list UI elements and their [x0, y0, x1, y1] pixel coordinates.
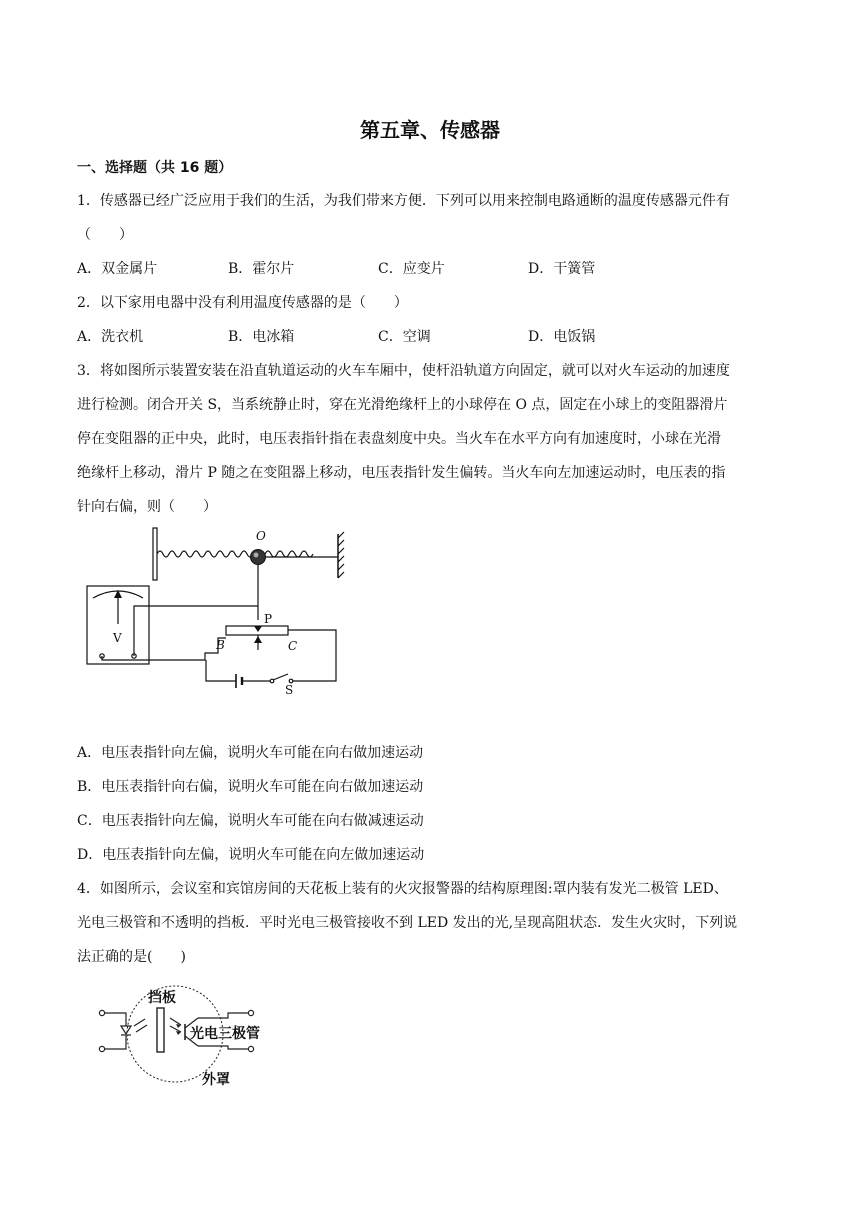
q3-option-c: C．电压表指针向左偏，说明火车可能在向右做减速运动 — [77, 813, 424, 829]
q1-option-b: B．霍尔片 — [228, 261, 295, 277]
q2-stem: 2．以下家用电器中没有利用温度传感器的是（ ） — [77, 295, 408, 311]
q3-stem-line-2: 进行检测。闭合开关 S，当系统静止时，穿在光滑绝缘杆上的小球停在 O 点，固定在小球上的变阻器滑片 — [77, 397, 728, 413]
q3-stem-line-3: 停在变阻器的正中央，此时，电压表指针指在表盘刻度中央。当火车在水平方向有加速度时，小球在光滑 — [77, 431, 721, 447]
q2-option-a: A．洗衣机 — [77, 329, 144, 345]
label-o: O — [256, 529, 266, 543]
label-cover: 外罩 — [202, 1072, 230, 1088]
fire-alarm-figure — [90, 980, 300, 1090]
label-s: S — [285, 683, 294, 697]
led-light-arrow-1 — [134, 1019, 145, 1026]
photo-wire-top — [198, 1013, 248, 1018]
wire-loop-right — [288, 630, 336, 681]
q4-stem-line-2: 光电三极管和不透明的挡板．平时光电三极管接收不到 LED 发出的光,呈现高阻状态．发生火灾时，下列说 — [77, 915, 738, 931]
label-p: P — [264, 612, 273, 626]
switch-blade — [273, 674, 288, 680]
accelerometer-circuit-figure — [70, 520, 360, 700]
left-wall-plate — [153, 528, 157, 580]
led-light-arrow-2 — [136, 1025, 147, 1032]
q3-option-a: A．电压表指针向左偏，说明火车可能在向右做加速运动 — [77, 745, 424, 761]
label-b: B — [216, 638, 225, 652]
q4-stem-line-1: 4．如图所示，会议室和宾馆房间的天花板上装有的火灾报警器的结构原理图:罩内装有发光二极管 LED、 — [77, 881, 728, 897]
q3-stem-line-5: 针向右偏，则（ ） — [77, 499, 217, 515]
wire-loop-left — [206, 660, 236, 681]
ball — [251, 550, 266, 565]
label-baffle: 挡板 — [148, 990, 176, 1006]
label-v: V — [113, 631, 122, 645]
q3-option-b: B．电压表指针向右偏，说明火车可能在向右做加速运动 — [77, 779, 424, 795]
q1-stem-line-2: （ ） — [77, 227, 133, 243]
q2-option-d: D．电饭锅 — [528, 329, 596, 345]
q2-option-b: B．电冰箱 — [228, 329, 295, 345]
q4-stem-line-3: 法正确的是( ) — [77, 949, 186, 965]
label-phototransistor: 光电三极管 — [190, 1026, 260, 1042]
q3-option-d: D．电压表指针向左偏，说明火车可能在向左做加速运动 — [77, 847, 425, 863]
photo-light-arrow-1 — [170, 1018, 181, 1025]
q1-stem-line-1: 1．传感器已经广泛应用于我们的生活，为我们带来方便．下列可以用来控制电路通断的温度传感器元件有 — [77, 193, 730, 209]
q1-option-a: A．双金属片 — [77, 261, 158, 277]
photo-light-arrow-2 — [170, 1026, 181, 1032]
section-heading: 一、选择题（共 16 题） — [77, 160, 233, 176]
q3-stem-line-4: 绝缘杆上移动，滑片 P 随之在变阻器上移动，电压表指针发生偏转。当火车向左加速运动时，电压表的指 — [77, 465, 726, 481]
q1-option-d: D．干簧管 — [528, 261, 596, 277]
baffle — [157, 1008, 164, 1052]
q3-stem-line-1: 3．将如图所示装置安装在沿直轨道运动的火车车厢中，使杆沿轨道方向固定，就可以对火车运动的加速度 — [77, 363, 730, 379]
q1-option-c: C．应变片 — [378, 261, 445, 277]
q2-option-c: C．空调 — [378, 329, 431, 345]
page-title: 第五章、传感器 — [360, 118, 500, 142]
photo-wire-bottom — [198, 1046, 248, 1049]
led-diode — [121, 1026, 131, 1034]
led-wire-top — [105, 1013, 126, 1026]
led-wire-bottom — [105, 1036, 126, 1049]
spring — [157, 551, 313, 557]
label-c: C — [288, 639, 298, 653]
